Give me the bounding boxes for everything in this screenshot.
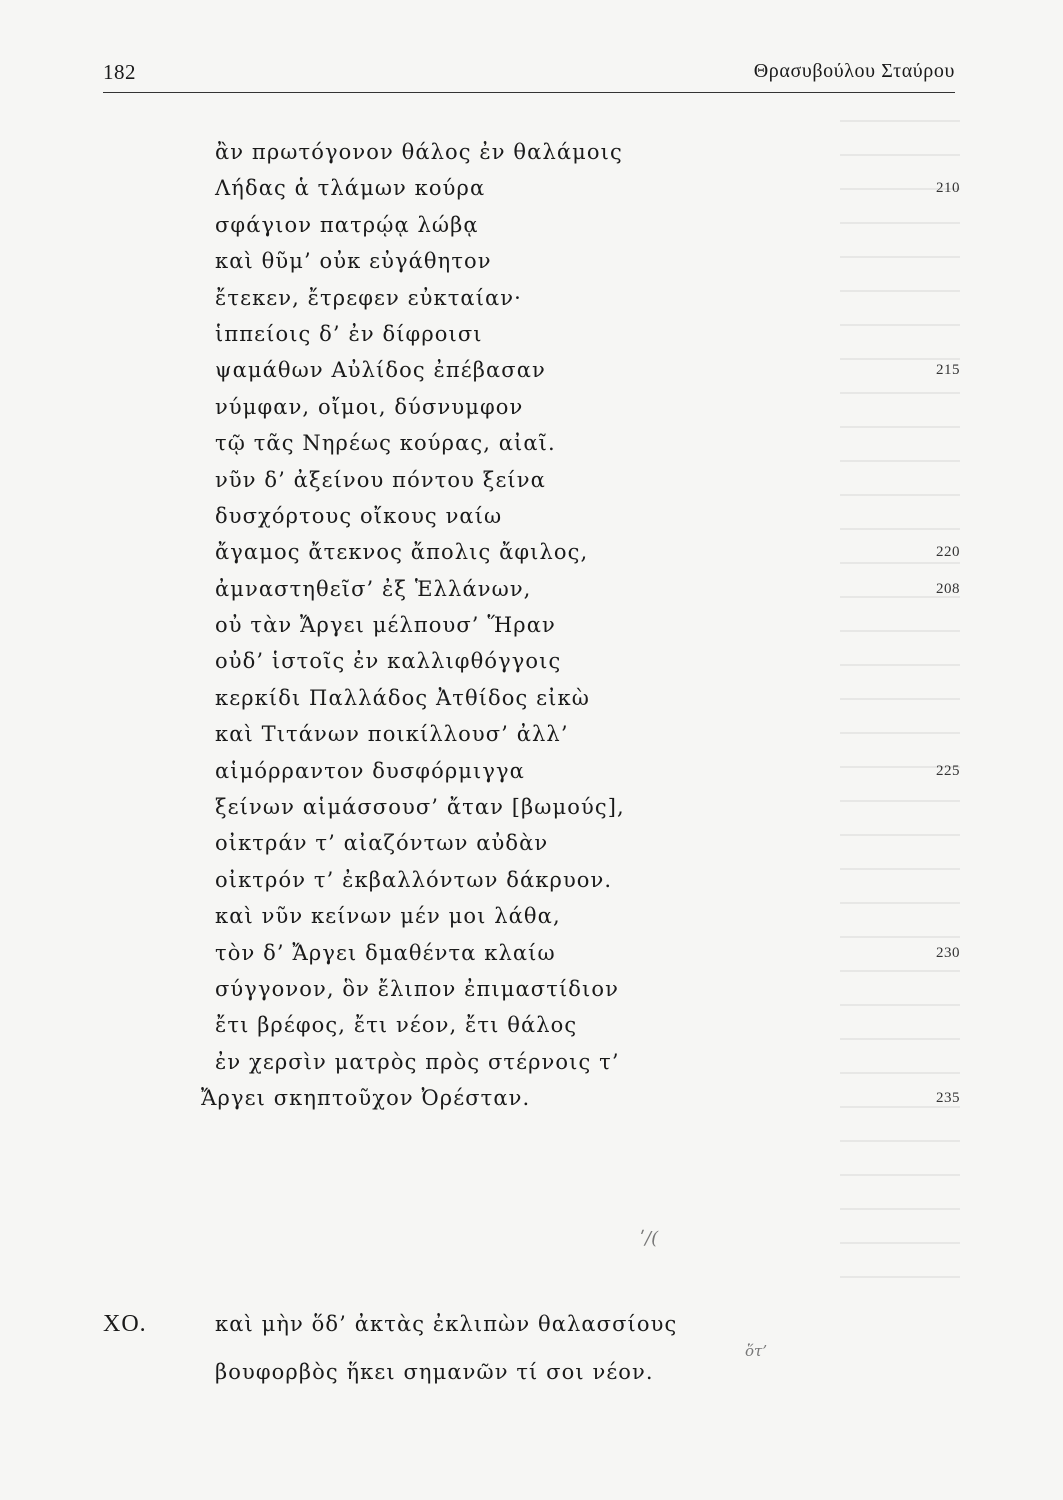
verse-line [215,825,960,861]
verse-text: νύμφαν, οἴμοι, δύσνυμφον [215,394,524,419]
verse-line [215,1044,960,1080]
chorus-section [103,1300,963,1396]
verse-text: κερκίδι Παλλάδος Ἀτθίδος εἰκὼ [215,685,590,710]
verse-line [215,425,960,461]
verse-line [215,498,960,534]
verse-line [215,207,960,243]
verse-line [215,716,960,752]
verse-text: τὸν δ’ Ἄργει δμαθέντα κλαίω [215,940,556,965]
verse-text: ψαμάθων Αὐλίδος ἐπέβασαν [215,358,546,383]
verse-line [215,680,960,716]
verse-line [215,643,960,679]
verse-line [215,571,960,607]
line-number: 210 [936,180,960,197]
verse-text: καὶ θῦμ’ οὐκ εὐγάθητον [215,249,492,274]
verse-line [215,1007,960,1043]
verse-text: οὐ τὰν Ἄργει μέλπουσ’ Ἥραν [215,613,556,638]
verse-text: ἱππείοις δ’ ἐν δίφροισι [215,321,483,346]
line-number: 230 [936,944,960,961]
verse-text: ξείνων αἱμάσσουσ’ ἄταν [βωμούς], [215,795,625,820]
verse-line [201,1080,960,1116]
verse-text: οὐδ’ ἱστοῖς ἐν καλλιφθόγγοις [215,649,562,674]
line-number: 235 [936,1090,960,1107]
verse-text: Λήδας ἁ τλάμων κούρα [215,176,486,201]
line-number: 208 [936,580,960,597]
verse-text: ἐν χερσὶν ματρὸς πρὸς στέρνοις τ’ [215,1049,620,1074]
verse-line [215,607,960,643]
verse-line [215,534,960,570]
verse-line [215,971,960,1007]
verse-text: ἔτι βρέφος, ἔτι νέον, ἔτι θάλος [215,1013,578,1038]
verse-text: καὶ Τιτάνων ποικίλλουσ’ ἀλλ’ [215,722,569,747]
verse-line [215,753,960,789]
verse-text: τῷ τᾶς Νηρέως κούρας, αἰαῖ. [215,431,556,456]
verse-text: οἰκτράν τ’ αἰαζόντων αὐδὰν [215,831,549,856]
line-number: 225 [936,762,960,779]
chorus-line-text: βουφορβὸς ἥκει σημανῶν τί σοι νέον. [215,1360,654,1384]
verse-block [201,134,960,1117]
running-head-author: Θρασυβούλου Σταύρου [753,60,955,82]
chorus-line [103,1300,963,1348]
verse-line [215,862,960,898]
verse-line [215,789,960,825]
verse-text: αἱμόρραντον δυσφόρμιγγα [215,758,525,783]
verse-text: ἄγαμος ἄτεκνος ἄπολις ἄφιλος, [215,540,589,565]
verse-line [215,243,960,279]
page-number: 182 [103,60,136,84]
verse-line [215,898,960,934]
verse-line [215,352,960,388]
verse-text: σύγγονον, ὃν ἔλιπον ἐπιμαστίδιον [215,976,619,1001]
running-header [103,58,955,93]
verse-line [215,134,960,170]
verse-line [215,280,960,316]
verse-line [215,935,960,971]
verse-line [215,462,960,498]
line-number: 220 [936,544,960,561]
verse-text: Ἄργει σκηπτοῦχον Ὀρέσταν. [201,1086,531,1111]
verse-line [215,170,960,206]
verse-text: καὶ νῦν κείνων μέν μοι λάθα, [215,904,561,929]
verse-text: νῦν δ’ ἀξείνου πόντου ξείνα [215,467,546,492]
verse-text: δυσχόρτους οἴκους ναίω [215,503,503,528]
speaker-label: ΧΟ. [103,1311,147,1337]
verse-line [215,389,960,425]
handwritten-mark: ʹ/( [640,1228,659,1249]
verse-text: ἀμναστηθεῖσ’ ἐξ Ἑλλάνων, [215,576,532,601]
chorus-line-text: καὶ μὴν ὅδ’ ἀκτὰς ἐκλιπὼν θαλασσίους [215,1312,678,1336]
line-number: 215 [936,362,960,379]
verse-line [215,316,960,352]
verse-text: σφάγιον πατρῴᾳ λώβᾳ [215,212,479,237]
verse-text: οἰκτρόν τ’ ἐκβαλλόντων δάκρυον. [215,867,613,892]
chorus-line [103,1348,963,1396]
verse-text: ἔτεκεν, ἔτρεφεν εὐκταίαν· [215,285,522,310]
handwritten-mark: ὅτ’ [745,1342,768,1360]
verse-text: ἂν πρωτόγονον θάλος ἐν θαλάμοις [215,140,623,164]
